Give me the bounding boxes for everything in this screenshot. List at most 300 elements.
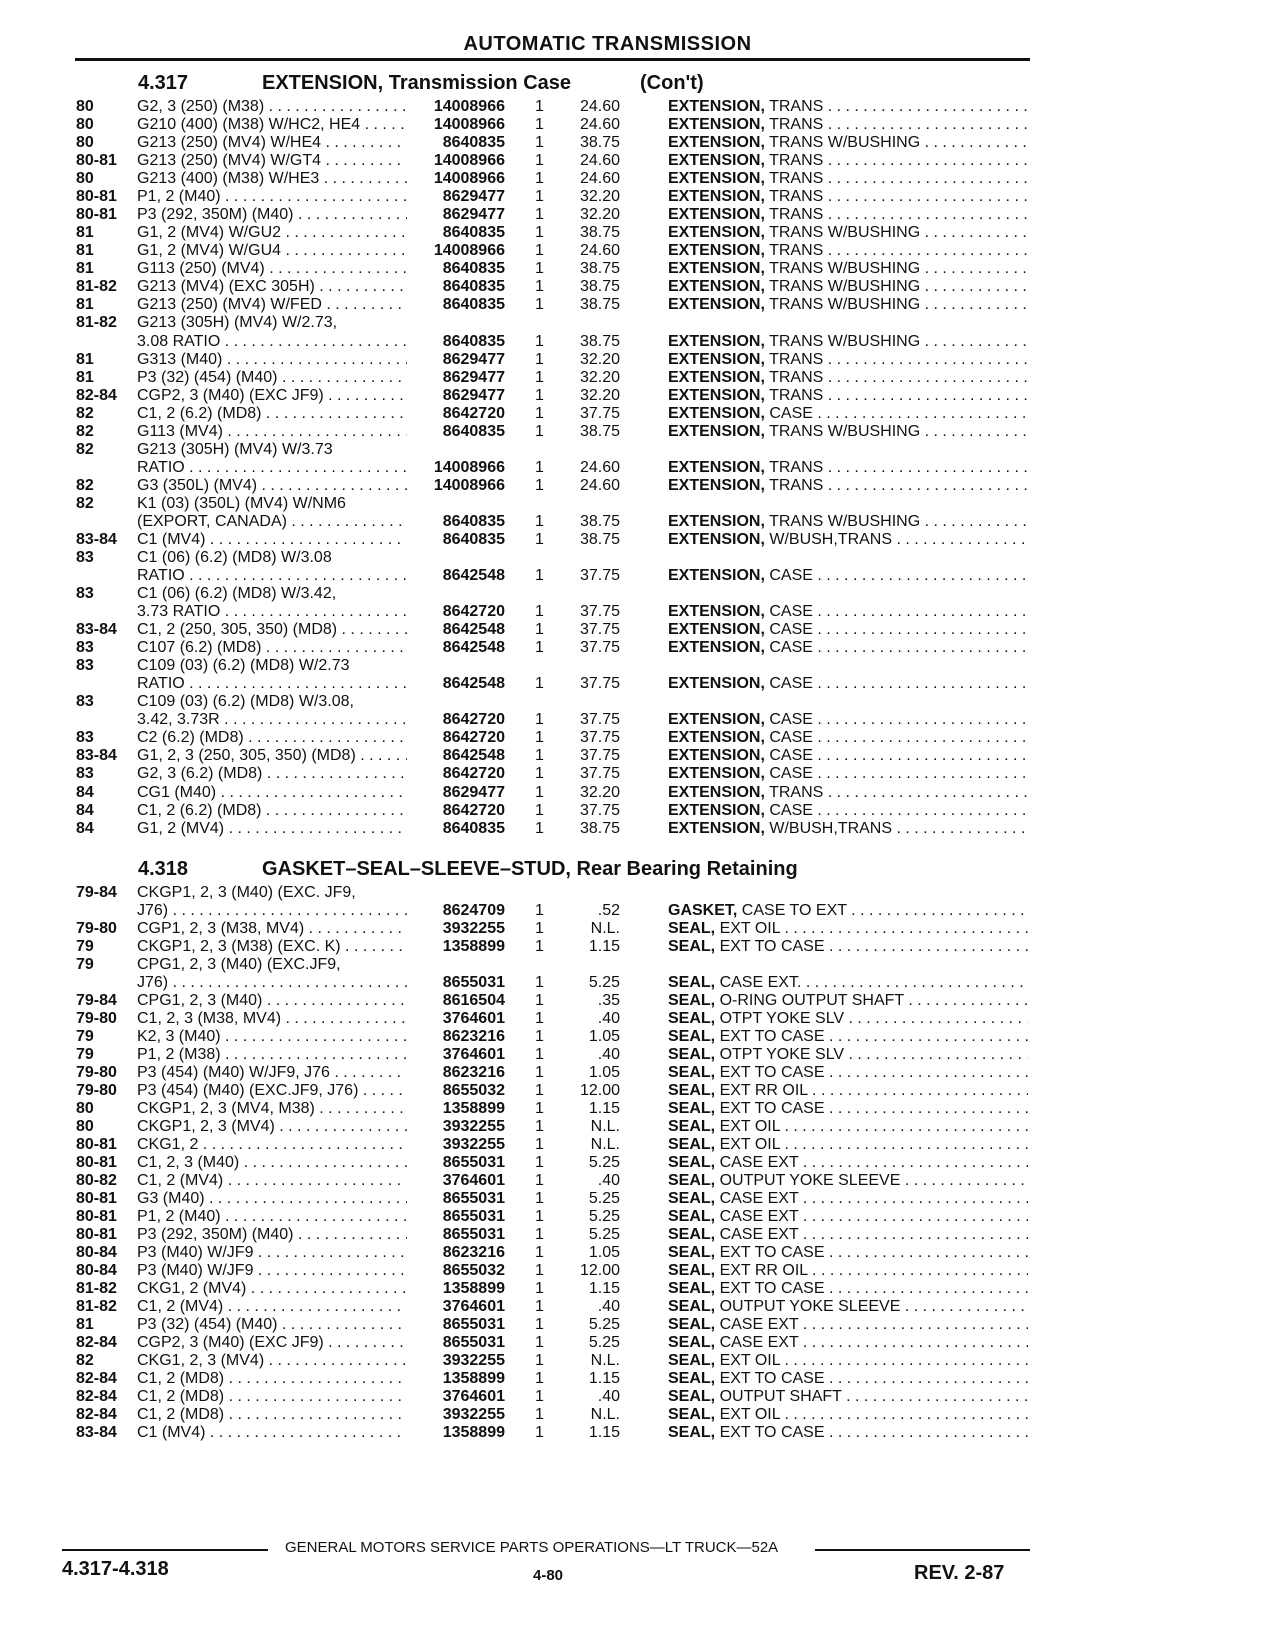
price: N.L. xyxy=(590,1406,620,1423)
description xyxy=(668,1208,1028,1226)
section-continued: (Con't) xyxy=(640,72,704,94)
description xyxy=(668,1334,1028,1352)
application: C1 (06) (6.2) (MD8) W/3.42, xyxy=(137,585,337,603)
description-detail: TRANS W/BUSHING xyxy=(769,512,921,530)
parts-row xyxy=(0,639,1280,657)
model-year: 80 xyxy=(76,116,94,134)
price: 38.75 xyxy=(579,512,620,530)
price: 5.25 xyxy=(588,974,620,991)
application: C1 (MV4) . . . xyxy=(137,531,407,549)
quantity: 1 xyxy=(535,765,544,783)
part-number: 8640835 xyxy=(442,278,505,296)
part-number: 14008966 xyxy=(433,242,505,260)
part-number: 3932255 xyxy=(442,1352,505,1369)
description-noun: SEAL, xyxy=(668,1154,716,1171)
description xyxy=(668,369,1028,387)
quantity: 1 xyxy=(535,224,544,242)
application: C1, 2 (6.2) (MD8) . . . xyxy=(137,802,407,820)
section-title xyxy=(262,72,571,95)
description-noun: EXTENSION, xyxy=(668,116,765,134)
description-noun: SEAL, xyxy=(668,992,716,1009)
quantity: 1 xyxy=(535,819,544,837)
description-noun: EXTENSION, xyxy=(668,296,765,314)
parts-row xyxy=(0,242,1280,260)
description-noun: SEAL, xyxy=(668,938,716,955)
parts-row xyxy=(0,693,1280,711)
description xyxy=(668,333,1028,351)
description-detail: TRANS xyxy=(769,188,824,206)
parts-row xyxy=(0,956,1280,974)
description-noun: EXTENSION, xyxy=(668,386,765,404)
parts-row xyxy=(0,567,1280,585)
part-number: 8629477 xyxy=(442,206,505,224)
parts-row xyxy=(0,1298,1280,1316)
description xyxy=(668,902,1028,920)
section-title-rest: Rear Bearing Retaining xyxy=(576,858,798,880)
quantity: 1 xyxy=(535,368,544,386)
description-detail: TRANS xyxy=(769,206,824,224)
price: N.L. xyxy=(590,1136,620,1153)
description-noun: EXTENSION, xyxy=(668,512,765,530)
application: J76) . . . xyxy=(137,902,407,920)
description xyxy=(668,1280,1028,1298)
price: N.L. xyxy=(590,1352,620,1369)
parts-row xyxy=(0,1028,1280,1046)
description-detail: TRANS xyxy=(769,116,824,134)
quantity: 1 xyxy=(535,1208,544,1225)
parts-row xyxy=(0,1424,1280,1442)
description xyxy=(668,1262,1028,1280)
description-detail: CASE xyxy=(769,567,813,585)
parts-row xyxy=(0,1118,1280,1136)
description-noun: SEAL, xyxy=(668,1244,716,1261)
part-number: 8642548 xyxy=(442,621,505,639)
description xyxy=(668,1100,1028,1118)
part-number: 14008966 xyxy=(433,476,505,494)
description-noun: EXTENSION, xyxy=(668,819,765,837)
part-number: 8655032 xyxy=(442,1262,505,1279)
description-noun: EXTENSION, xyxy=(668,422,765,440)
model-year: 80-81 xyxy=(76,1136,117,1153)
revision-label: REV. 2-87 xyxy=(914,1562,1005,1584)
price: 1.15 xyxy=(588,1370,620,1387)
description-detail: EXT RR OIL xyxy=(719,1262,808,1279)
description xyxy=(668,116,1028,134)
quantity: 1 xyxy=(535,567,544,585)
quantity: 1 xyxy=(535,1136,544,1153)
part-number: 8655031 xyxy=(442,974,505,991)
price: 32.20 xyxy=(579,188,620,206)
quantity: 1 xyxy=(535,783,544,801)
model-year: 80 xyxy=(76,1118,94,1135)
description-detail: CASE xyxy=(769,801,813,819)
parts-row xyxy=(0,1082,1280,1100)
description-noun: SEAL, xyxy=(668,974,716,991)
description xyxy=(668,242,1028,260)
part-number: 14008966 xyxy=(433,152,505,170)
quantity: 1 xyxy=(535,920,544,937)
part-number: 3764601 xyxy=(442,1298,505,1315)
application: G213 (MV4) (EXC 305H) . . . xyxy=(137,278,407,296)
description-noun: EXTENSION, xyxy=(668,170,765,188)
description xyxy=(668,1298,1028,1316)
description xyxy=(668,98,1028,116)
description xyxy=(668,387,1028,405)
description-noun: EXTENSION, xyxy=(668,368,765,386)
application: P3 (454) (M40) (EXC.JF9, J76) . . . xyxy=(137,1082,407,1100)
description-noun: EXTENSION, xyxy=(668,458,765,476)
parts-row xyxy=(0,260,1280,278)
price: 37.75 xyxy=(579,711,620,729)
quantity: 1 xyxy=(535,639,544,657)
price: N.L. xyxy=(590,1118,620,1135)
price: 1.05 xyxy=(588,1244,620,1261)
description xyxy=(668,170,1028,188)
model-year: 81-82 xyxy=(76,314,117,332)
description-detail: CASE EXT xyxy=(719,1226,799,1243)
model-year: 81 xyxy=(76,260,94,278)
description-detail: OTPT YOKE SLV xyxy=(719,1010,845,1027)
description xyxy=(668,206,1028,224)
description-detail: TRANS xyxy=(769,458,824,476)
description-detail: EXT TO CASE xyxy=(719,1424,825,1441)
description-detail: TRANS xyxy=(769,386,824,404)
parts-row xyxy=(0,747,1280,765)
application: G210 (400) (M38) W/HC2, HE4 . . . xyxy=(137,116,407,134)
description-detail: CASE xyxy=(769,603,813,621)
parts-row xyxy=(0,1010,1280,1028)
parts-row xyxy=(0,549,1280,567)
model-year: 80 xyxy=(76,1100,94,1117)
price: 5.25 xyxy=(588,1208,620,1225)
description-noun: SEAL, xyxy=(668,1370,716,1387)
model-year: 80 xyxy=(76,134,94,152)
model-year: 82 xyxy=(76,476,94,494)
description xyxy=(668,1154,1028,1172)
model-year: 83-84 xyxy=(76,747,117,765)
application: RATIO . . . xyxy=(137,675,407,693)
description xyxy=(668,296,1028,314)
quantity: 1 xyxy=(535,296,544,314)
application: 3.42, 3.73R . . . xyxy=(137,711,407,729)
application: G3 (350L) (MV4) . . . xyxy=(137,477,407,495)
parts-row xyxy=(0,603,1280,621)
section-title-bold: GASKET–SEAL–SLEEVE–STUD, xyxy=(262,858,571,880)
description xyxy=(668,711,1028,729)
quantity: 1 xyxy=(535,116,544,134)
application: G213 (400) (M38) W/HE3 . . . xyxy=(137,170,407,188)
page-title: AUTOMATIC TRANSMISSION xyxy=(463,33,752,55)
parts-row xyxy=(0,333,1280,351)
description xyxy=(668,974,1028,992)
model-year: 81 xyxy=(76,368,94,386)
model-year: 80 xyxy=(76,170,94,188)
description-detail: CASE xyxy=(769,711,813,729)
application: C109 (03) (6.2) (MD8) W/3.08, xyxy=(137,693,354,711)
price: 1.15 xyxy=(588,1280,620,1297)
application: CKG1, 2, 3 (MV4) . . . xyxy=(137,1352,407,1370)
model-year: 79 xyxy=(76,938,94,955)
part-number: 3764601 xyxy=(442,1172,505,1189)
model-year: 79 xyxy=(76,1046,94,1063)
parts-row xyxy=(0,802,1280,820)
parts-row xyxy=(0,1226,1280,1244)
description-noun: EXTENSION, xyxy=(668,224,765,242)
description-detail: CASE EXT xyxy=(719,1334,799,1351)
part-number: 8642720 xyxy=(442,765,505,783)
parts-row xyxy=(0,820,1280,838)
price: 5.25 xyxy=(588,1316,620,1333)
description xyxy=(668,765,1028,783)
price: .40 xyxy=(597,1010,620,1027)
parts-row xyxy=(0,1406,1280,1424)
application: C1, 2 (MV4) . . . xyxy=(137,1298,407,1316)
description xyxy=(668,938,1028,956)
application: 3.08 RATIO . . . xyxy=(137,333,407,351)
description-detail: TRANS W/BUSHING xyxy=(769,422,921,440)
description-detail: OUTPUT YOKE SLEEVE xyxy=(719,1298,901,1315)
description-detail: EXT TO CASE xyxy=(719,1280,825,1297)
part-number: 8655032 xyxy=(442,1082,505,1099)
part-number: 8623216 xyxy=(442,1064,505,1081)
price: 1.05 xyxy=(588,1028,620,1045)
price: 32.20 xyxy=(579,783,620,801)
description xyxy=(668,1172,1028,1190)
parts-row xyxy=(0,765,1280,783)
description xyxy=(668,920,1028,938)
application: CKGP1, 2, 3 (M38) (EXC. K) . . . xyxy=(137,938,407,956)
description-detail: W/BUSH,TRANS xyxy=(769,530,893,548)
quantity: 1 xyxy=(535,206,544,224)
description-noun: EXTENSION, xyxy=(668,134,765,152)
quantity: 1 xyxy=(535,1082,544,1099)
description xyxy=(668,1028,1028,1046)
quantity: 1 xyxy=(535,974,544,991)
parts-row xyxy=(0,1244,1280,1262)
description-noun: SEAL, xyxy=(668,1262,716,1279)
description-detail: CASE EXT xyxy=(719,1208,799,1225)
description xyxy=(668,621,1028,639)
parts-row xyxy=(0,884,1280,902)
parts-row xyxy=(0,116,1280,134)
model-year: 79 xyxy=(76,1028,94,1045)
price: 32.20 xyxy=(579,206,620,224)
description-detail: CASE EXT. xyxy=(719,974,802,991)
application: C1, 2, 3 (M40) . . . xyxy=(137,1154,407,1172)
parts-row xyxy=(0,585,1280,603)
model-year: 79-80 xyxy=(76,1064,117,1081)
quantity: 1 xyxy=(535,1046,544,1063)
section-title xyxy=(262,858,798,881)
description-noun: SEAL, xyxy=(668,1316,716,1333)
parts-row xyxy=(0,1064,1280,1082)
application: 3.73 RATIO . . . xyxy=(137,603,407,621)
parts-row xyxy=(0,441,1280,459)
application: C1, 2 (MV4) . . . xyxy=(137,1172,407,1190)
quantity: 1 xyxy=(535,512,544,530)
model-year: 81 xyxy=(76,296,94,314)
description-detail: TRANS W/BUSHING xyxy=(769,134,921,152)
model-year: 79-84 xyxy=(76,992,117,1009)
part-number: 8655031 xyxy=(442,1334,505,1351)
parts-row xyxy=(0,1136,1280,1154)
parts-row xyxy=(0,188,1280,206)
price: 5.25 xyxy=(588,1334,620,1351)
description-noun: SEAL, xyxy=(668,1118,716,1135)
application: C1, 2 (MD8) . . . xyxy=(137,1370,407,1388)
application: CGP2, 3 (M40) (EXC JF9) . . . xyxy=(137,1334,407,1352)
part-number: 14008966 xyxy=(433,170,505,188)
description-detail: O-RING OUTPUT SHAFT xyxy=(719,992,904,1009)
quantity: 1 xyxy=(535,1172,544,1189)
model-year: 83 xyxy=(76,693,94,711)
quantity: 1 xyxy=(535,1118,544,1135)
model-year: 80-82 xyxy=(76,1172,117,1189)
description-detail: EXT TO CASE xyxy=(719,1244,825,1261)
model-year: 80-81 xyxy=(76,1226,117,1243)
quantity: 1 xyxy=(535,1352,544,1369)
part-number: 8642720 xyxy=(442,729,505,747)
part-number: 1358899 xyxy=(442,1100,505,1117)
application: G3 (M40) . . . xyxy=(137,1190,407,1208)
application: C1, 2 (250, 305, 350) (MD8) . . . xyxy=(137,621,407,639)
price: 37.75 xyxy=(579,747,620,765)
description-detail: EXT OIL xyxy=(719,1352,781,1369)
model-year: 82-84 xyxy=(76,1388,117,1405)
parts-row xyxy=(0,170,1280,188)
part-number: 8629477 xyxy=(442,783,505,801)
parts-row xyxy=(0,369,1280,387)
application: C1 (MV4) . . . xyxy=(137,1424,407,1442)
part-number: 14008966 xyxy=(433,458,505,476)
application: CKGP1, 2, 3 (M40) (EXC. JF9, xyxy=(137,884,356,901)
quantity: 1 xyxy=(535,530,544,548)
parts-row xyxy=(0,1280,1280,1298)
description-detail: EXT OIL xyxy=(719,920,781,937)
quantity: 1 xyxy=(535,1244,544,1261)
quantity: 1 xyxy=(535,747,544,765)
price: .40 xyxy=(597,1388,620,1405)
parts-row xyxy=(0,621,1280,639)
description-noun: SEAL, xyxy=(668,1172,716,1189)
model-year: 84 xyxy=(76,801,94,819)
price: .40 xyxy=(597,1298,620,1315)
quantity: 1 xyxy=(535,621,544,639)
application: P3 (M40) W/JF9 . . . xyxy=(137,1244,407,1262)
parts-row xyxy=(0,992,1280,1010)
description-detail: TRANS W/BUSHING xyxy=(769,332,921,350)
description-detail: TRANS W/BUSHING xyxy=(769,260,921,278)
model-year: 79-84 xyxy=(76,884,117,901)
quantity: 1 xyxy=(535,98,544,115)
model-year: 83-84 xyxy=(76,1424,117,1441)
description-noun: EXTENSION, xyxy=(668,260,765,278)
description xyxy=(668,224,1028,242)
part-number: 8629477 xyxy=(442,368,505,386)
part-number: 1358899 xyxy=(442,938,505,955)
price: 38.75 xyxy=(579,332,620,350)
application: P3 (32) (454) (M40) . . . xyxy=(137,1316,407,1334)
model-year: 81-82 xyxy=(76,1298,117,1315)
parts-row xyxy=(0,1154,1280,1172)
part-number: 8642720 xyxy=(442,711,505,729)
parts-row xyxy=(0,152,1280,170)
quantity: 1 xyxy=(535,386,544,404)
parts-row xyxy=(0,1388,1280,1406)
footer-rule-left xyxy=(62,1549,268,1551)
quantity: 1 xyxy=(535,603,544,621)
section-number: 4.318 xyxy=(138,858,189,880)
model-year: 83 xyxy=(76,729,94,747)
header-rule xyxy=(75,58,1030,61)
description-noun: SEAL, xyxy=(668,920,716,937)
description-detail: CASE xyxy=(769,675,813,693)
parts-row xyxy=(0,1208,1280,1226)
quantity: 1 xyxy=(535,1100,544,1117)
price: 37.75 xyxy=(579,675,620,693)
part-number: 8640835 xyxy=(442,296,505,314)
description-noun: SEAL, xyxy=(668,1280,716,1297)
price: 37.75 xyxy=(579,621,620,639)
quantity: 1 xyxy=(535,729,544,747)
parts-row xyxy=(0,513,1280,531)
application: J76) . . . xyxy=(137,974,407,992)
description xyxy=(668,1136,1028,1154)
parts-row xyxy=(0,675,1280,693)
model-year: 80-81 xyxy=(76,206,117,224)
description-noun: SEAL, xyxy=(668,1046,716,1063)
application: G213 (250) (MV4) W/HE4 . . . xyxy=(137,134,407,152)
quantity: 1 xyxy=(535,152,544,170)
quantity: 1 xyxy=(535,801,544,819)
price: 38.75 xyxy=(579,260,620,278)
description xyxy=(668,992,1028,1010)
price: 5.25 xyxy=(588,1190,620,1207)
description-detail: OUTPUT YOKE SLEEVE xyxy=(719,1172,901,1189)
parts-row xyxy=(0,920,1280,938)
part-number: 1358899 xyxy=(442,1280,505,1297)
model-year: 83-84 xyxy=(76,530,117,548)
description xyxy=(668,802,1028,820)
application: P1, 2 (M40) . . . xyxy=(137,188,407,206)
quantity: 1 xyxy=(535,134,544,152)
quantity: 1 xyxy=(535,260,544,278)
part-number: 3932255 xyxy=(442,1118,505,1135)
description-detail: EXT TO CASE xyxy=(719,1028,825,1045)
description-noun: SEAL, xyxy=(668,1226,716,1243)
part-number: 8623216 xyxy=(442,1244,505,1261)
price: 38.75 xyxy=(579,530,620,548)
part-number: 8640835 xyxy=(442,260,505,278)
application: G213 (250) (MV4) W/GT4 . . . xyxy=(137,152,407,170)
parts-row xyxy=(0,423,1280,441)
description-noun: EXTENSION, xyxy=(668,242,765,260)
model-year: 82 xyxy=(76,440,94,458)
price: 32.20 xyxy=(579,386,620,404)
description xyxy=(668,1370,1028,1388)
model-year: 83 xyxy=(76,585,94,603)
price: 37.75 xyxy=(579,729,620,747)
description xyxy=(668,405,1028,423)
model-year: 80 xyxy=(76,98,94,115)
model-year: 80-81 xyxy=(76,1154,117,1171)
parts-row xyxy=(0,1172,1280,1190)
price: 37.75 xyxy=(579,603,620,621)
description xyxy=(668,459,1028,477)
price: 37.75 xyxy=(579,567,620,585)
description-noun: SEAL, xyxy=(668,1136,716,1153)
model-year: 83 xyxy=(76,657,94,675)
